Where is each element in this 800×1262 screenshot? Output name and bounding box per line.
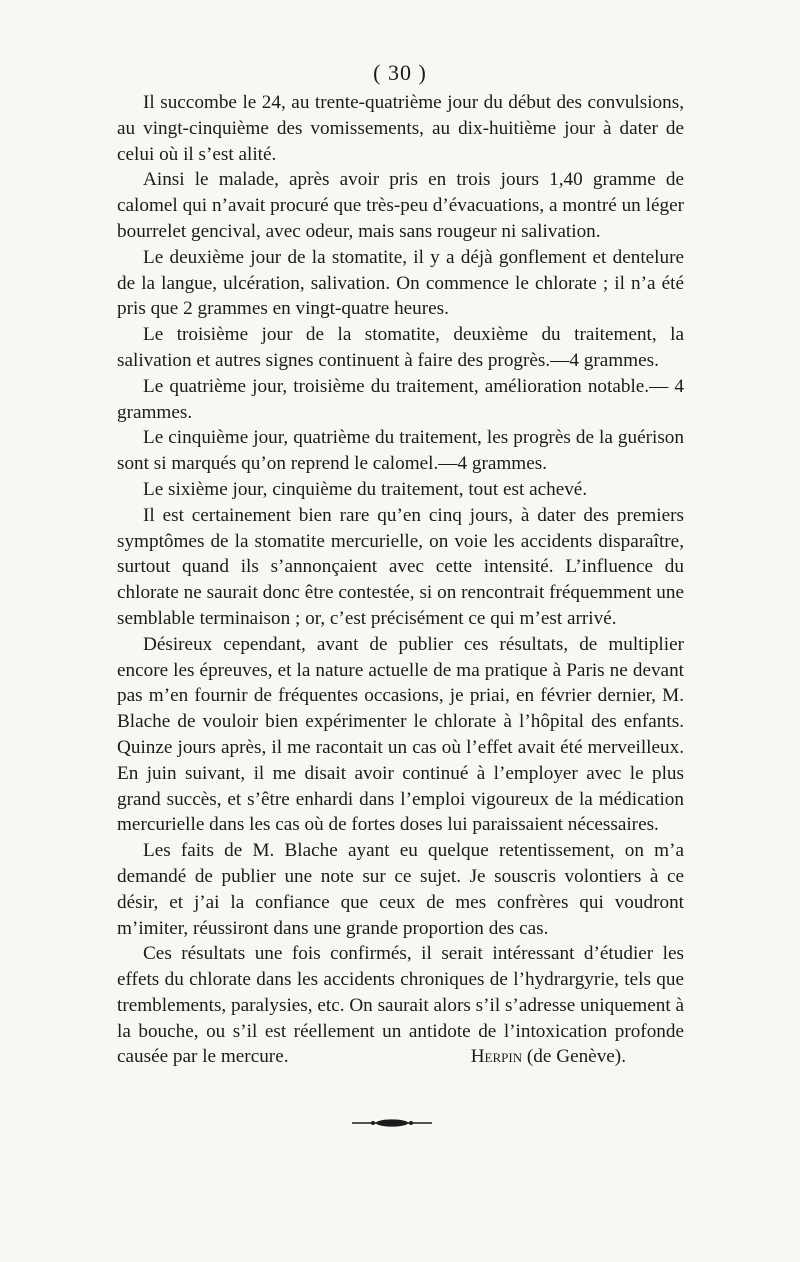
signature bbox=[445, 1044, 626, 1070]
paragraph-7: Le sixième jour, cinquième du traitement, tout est achevé. bbox=[143, 478, 588, 500]
paragraph-2: Ainsi le malade, après avoir pris en trois jours 1,40 gramme de calomel qui n’avait procuré que très-peu d’évacuations, a montré un léger bourrelet gencival, avec odeur, mais sans rougeur ni salivation. bbox=[117, 169, 684, 242]
page-number: ( 30 ) bbox=[373, 60, 427, 85]
signature-place: (de Genève). bbox=[526, 1046, 626, 1068]
end-ornament-icon bbox=[352, 1117, 432, 1129]
body-text bbox=[117, 90, 684, 1070]
paragraph-1: Il succombe le 24, au trente-quatrième jour du début des convulsions, au vingt-cinquième des vomissements, au dix-huitième jour à dater de celui où il s’est alité. bbox=[117, 92, 684, 165]
paragraph-8: Il est certainement bien rare qu’en cinq jours, à dater des premiers symptômes de la stomatite mercurielle, on voie les accidents disparaître, surtout quand ils s’annonçaient avec cette intensité. L’influence du chlorate ne saurait donc être contestée, si on rencontrait fréquemment une semblable terminaison ; or, c’est précisément ce qui m’est arrivé. bbox=[117, 504, 684, 629]
paragraph-6: Le cinquième jour, quatrième du traitement, les progrès de la guérison sont si marqués qu’on reprend le calomel.—4 grammes. bbox=[117, 427, 684, 475]
signature-name: Herpin bbox=[470, 1046, 523, 1068]
paragraph-11-text: Ces résultats une fois confirmés, il serait intéressant d’étudier les effets du chlorate dans les accidents chroniques de l’hydrargyrie, tels que tremblements, paralysies, etc. On saurait alors s’il s’adresse uniquement à la bouche, ou s’il est réellement un antidote de l’intoxication profonde causée par le mercure. bbox=[117, 943, 684, 1068]
paragraph-5: Le quatrième jour, troisième du traitement, amélioration notable.— 4 grammes. bbox=[117, 375, 684, 423]
paragraph-9: Désireux cependant, avant de publier ces résultats, de multiplier encore les épreuves, et la nature actuelle de ma pratique à Paris ne devant pas m’en fournir de fréquentes occasions, je priai, en février dernier, M. Blache de vouloir bien expérimenter le chlorate à l’hôpital des enfants. Quinze jours après, il me racontait un cas où l’effet avait été merveilleux. En juin suivant, il me disait avoir continué à l’employer avec le plus grand succès, et s’être enhardi dans l’emploi vigoureux de la médication mercurielle dans les cas où de fortes doses lui paraissaient nécessaires. bbox=[117, 633, 684, 836]
paragraph-10: Les faits de M. Blache ayant eu quelque retentissement, on m’a demandé de publier une note sur ce sujet. Je souscris volontiers à ce désir, et j’ai la confiance que ceux de mes confrères qui voudront m’imiter, réussiront dans une grande proportion des cas. bbox=[117, 840, 684, 939]
paragraph-4: Le troisième jour de la stomatite, deuxième du traitement, la salivation et autres signes continuent à faire des progrès.—4 grammes. bbox=[117, 324, 684, 371]
paragraph-3: Le deuxième jour de la stomatite, il y a déjà gonflement et dentelure de la langue, ulcération, salivation. On commence le chlorate ; il n’a été pris que 2 grammes en vingt-quatre heures. bbox=[117, 246, 684, 320]
paragraph-11 bbox=[117, 941, 684, 1070]
